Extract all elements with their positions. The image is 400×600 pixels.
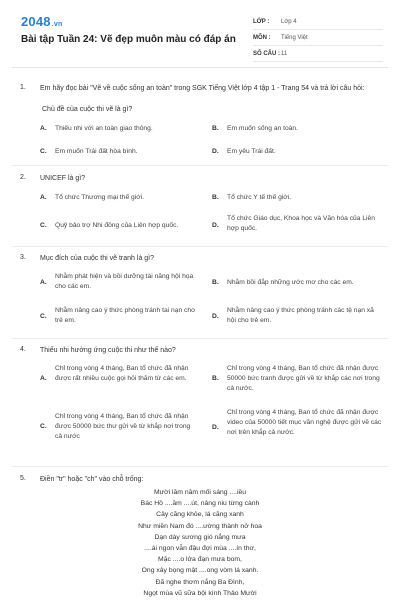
option-letter: B. xyxy=(212,125,219,132)
meta-value: Tiếng Việt xyxy=(281,34,308,41)
poem-line: ....ái ngon vẫn đậu đợi mùa ....ín thơ, xyxy=(144,544,256,552)
option-text: Em yêu Trái đất. xyxy=(227,148,276,155)
option-letter: D. xyxy=(212,424,219,431)
option-b[interactable] xyxy=(212,364,382,394)
option-letter: B. xyxy=(212,375,219,382)
poem xyxy=(0,487,400,599)
option-a[interactable] xyxy=(40,193,195,203)
question-number: 3. xyxy=(20,254,26,261)
option-a[interactable] xyxy=(40,272,195,292)
option-a[interactable] xyxy=(40,124,195,134)
question-number: 4. xyxy=(20,346,26,353)
option-letter: B. xyxy=(212,194,219,201)
meta-row-subject xyxy=(253,30,383,46)
poem-line: Mặc ....o lửa đạn mưa bom, xyxy=(158,556,242,564)
poem-line: Ngọt mùa vũ sữa bội kính Thảo Mười xyxy=(143,589,257,597)
question-number: 1. xyxy=(20,84,26,91)
meta-table xyxy=(253,14,383,62)
question-number: 5. xyxy=(20,475,26,482)
meta-value: 11 xyxy=(281,50,288,57)
option-letter: D. xyxy=(212,313,219,320)
option-b[interactable] xyxy=(212,124,382,134)
option-text: Nhằm nâng cao ý thức phòng tránh các tệ nạn xã hội cho trẻ em. xyxy=(227,307,374,324)
option-text: Chỉ trong vòng 4 tháng, Ban tổ chức đã nhận được 50000 bức thư gửi về từ khắp nơi trong cả nước xyxy=(55,413,191,440)
question-divider xyxy=(12,338,388,339)
option-text: Thiếu nhi với an toàn giao thông. xyxy=(55,125,153,132)
poem-line: Đã nghe thơm nắng Ba Đình, xyxy=(155,578,245,586)
poem-line: Bác Hồ ....ăm ....út, nâng niu từng cành xyxy=(140,500,260,508)
option-letter: D. xyxy=(212,222,219,229)
option-letter: C. xyxy=(40,222,47,229)
meta-row-class xyxy=(253,14,383,30)
option-a[interactable] xyxy=(40,364,195,384)
option-text: Tổ chức Thương mại thế giới. xyxy=(55,194,144,201)
option-d[interactable] xyxy=(212,214,382,234)
poem-line: Ong xây bọng mật ....ong vòm lá xanh. xyxy=(141,567,259,575)
option-b[interactable] xyxy=(212,193,382,203)
question-text: Mục đích của cuộc thi vẽ tranh là gì? xyxy=(40,255,155,262)
poem-line: Mười lăm năm mối sáng ....iều xyxy=(153,489,247,496)
meta-row-count xyxy=(253,46,383,62)
option-letter: A. xyxy=(40,125,47,132)
question-divider xyxy=(12,466,388,467)
poem-line: Cây căng khỏe, lá căng xanh xyxy=(156,511,244,519)
option-text: Em muốn sống an toàn. xyxy=(227,125,299,132)
option-c[interactable] xyxy=(40,147,195,157)
option-text: Em muốn Trái đất hòa bình. xyxy=(55,148,138,155)
option-text: Nhằm nâng cao ý thức phòng tránh tai nạn cho trẻ em. xyxy=(55,307,195,324)
option-d[interactable] xyxy=(212,306,382,326)
option-text: Chỉ trong vòng 4 tháng, Ban tổ chức đã nhận được rất nhiều cuộc gọi hỏi thăm từ các em. xyxy=(55,365,189,382)
poem-line: Như miền Nam đó ....ường thành nở hoa xyxy=(138,522,262,530)
question-text: UNICEF là gì? xyxy=(40,175,86,182)
option-b[interactable] xyxy=(212,278,382,288)
option-text: Tổ chức Y tế thế giới. xyxy=(227,194,292,201)
option-text: Nhằm phát hiện và bồi dưỡng tài năng hội họa cho các em. xyxy=(55,273,194,290)
logo-text: 2048 xyxy=(21,14,51,29)
option-letter: C. xyxy=(40,313,47,320)
meta-label: SỐ CÂU : xyxy=(253,50,280,57)
option-text: Chỉ trong vòng 4 tháng, Ban tổ chức đã nhận được 50000 bức tranh được gửi về từ khắp các nơi trong cả nước. xyxy=(227,365,380,392)
question-number: 2. xyxy=(20,174,26,181)
page-title: Bài tập Tuần 24: Vẽ đẹp muôn màu có đáp án xyxy=(21,34,236,45)
option-d[interactable] xyxy=(212,408,382,438)
option-c[interactable] xyxy=(40,306,195,326)
option-letter: A. xyxy=(40,194,47,201)
site-logo[interactable] xyxy=(21,14,62,29)
option-c[interactable] xyxy=(40,221,195,231)
option-letter: A. xyxy=(40,375,47,382)
header-divider xyxy=(12,67,388,68)
question-text: Thiếu nhi hưởng ứng cuộc thi như thế nào? xyxy=(40,347,176,354)
option-letter: B. xyxy=(212,279,219,286)
option-text: Quỹ bảo trợ Nhi đồng của Liên hợp quốc. xyxy=(55,222,179,229)
question-text: Em hãy đọc bài "Vẽ về cuộc sống an toàn" trong SGK Tiếng Việt lớp 4 tập 1 - Trang 54 và trả lời câu hỏi: xyxy=(40,85,365,92)
page-header xyxy=(0,0,400,70)
question-divider xyxy=(12,165,388,166)
option-text: Nhằm bồi đắp những ước mơ cho các em. xyxy=(227,279,354,286)
option-d[interactable] xyxy=(212,147,382,157)
meta-label: MÔN : xyxy=(253,34,271,41)
option-letter: C. xyxy=(40,423,47,430)
option-c[interactable] xyxy=(40,412,195,442)
meta-label: LỚP : xyxy=(253,18,270,25)
option-letter: D. xyxy=(212,148,219,155)
question-subtext: Chủ đề của cuộc thi vẽ là gì? xyxy=(42,106,133,113)
meta-value: Lớp 4 xyxy=(281,18,297,25)
poem-line: Dạn dày sương gió nắng mưa xyxy=(154,533,246,541)
question-divider xyxy=(12,246,388,247)
option-letter: C. xyxy=(40,148,47,155)
logo-suffix: .vn xyxy=(51,21,63,28)
option-text: Tổ chức Giáo dục, Khoa học và Văn hóa của Liên hợp quốc. xyxy=(227,215,375,232)
option-letter: A. xyxy=(40,279,47,286)
question-text: Điền "tr" hoặc "ch" vào chỗ trống: xyxy=(40,476,144,483)
option-text: Chỉ trong vòng 4 tháng, Ban tổ chức đã nhận được video của 50000 tiết mục văn nghệ được gửi về các nơi trên khắp cả nước. xyxy=(227,409,382,436)
